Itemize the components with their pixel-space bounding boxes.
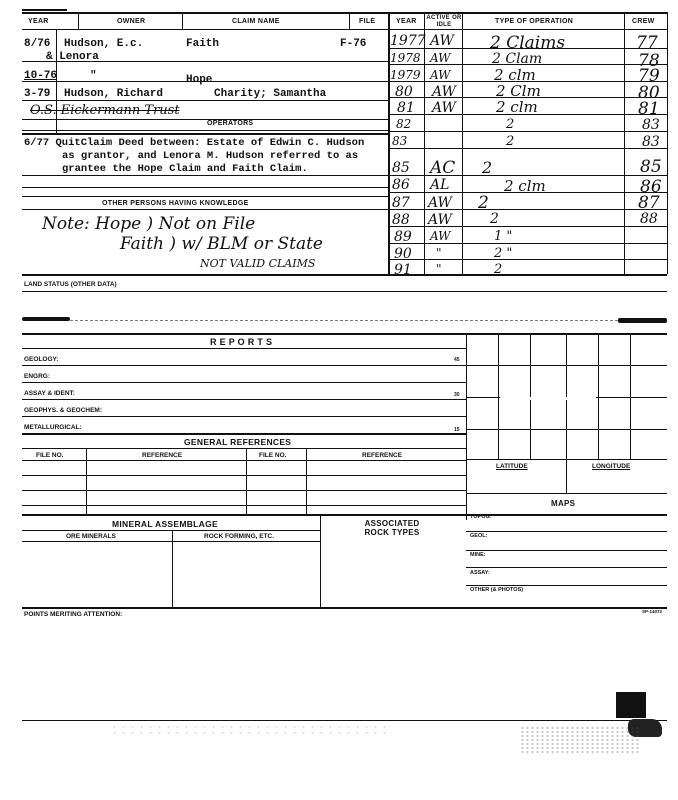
ops-row-9-crew: 86: [640, 177, 662, 197]
report-row-geology-num: 45: [454, 357, 460, 363]
ops-row-12-status: AW: [430, 229, 451, 243]
owner-row-3-owner: ": [90, 70, 97, 82]
gen-ref-reference-2: REFERENCE: [362, 452, 403, 459]
header-claim-name: CLAIM NAME: [232, 18, 280, 25]
ops-row-11-type: 2: [490, 211, 499, 227]
report-row-metallurgical-num: 15: [454, 427, 460, 433]
form-number: SP-14072: [642, 609, 663, 614]
maps-row-mine: MINE:: [470, 552, 486, 558]
ops-row-1-year: 1977: [390, 33, 426, 49]
scan-artifact-block: [616, 692, 646, 718]
maps-row-assay: ASSAY:: [470, 570, 490, 576]
owner-row-2-owner: & Lenora: [46, 51, 99, 63]
ops-row-3-type: 2 clm: [494, 66, 536, 84]
header-year2: YEAR: [396, 18, 417, 25]
report-row-geophys: GEOPHYS. & GEOCHEM:: [24, 407, 103, 414]
owner-row-1-file: F-76: [340, 38, 367, 50]
ops-row-1-type: 2 Claims: [490, 33, 566, 53]
ops-row-5-crew: 81: [638, 99, 660, 119]
ops-row-4-type: 2 Clm: [496, 82, 541, 100]
ops-row-1-crew: 77: [636, 33, 658, 53]
gen-ref-file-no: FILE NO.: [36, 452, 64, 459]
owner-row-5-owner: O.S. Eickermann Trust: [30, 103, 180, 118]
ops-row-10-year: 87: [392, 195, 410, 211]
scan-smudge-right: [618, 318, 667, 323]
scan-smudge-left: [22, 317, 70, 321]
report-row-metallurgical: METALLURGICAL:: [24, 424, 82, 431]
report-row-geology: GEOLOGY:: [24, 356, 59, 363]
ops-row-10-status: AW: [428, 195, 452, 211]
ops-row-3-status: AW: [430, 68, 451, 82]
operator-note-line-1: 6/77 QuitClaim Deed between: Estate of Edwin C. Hudson: [24, 137, 365, 149]
associated-rock-types: ASSOCIATED ROCK TYPES: [364, 519, 420, 537]
ops-row-8-type: 2: [482, 158, 493, 177]
owner-row-4-year: 3-79: [24, 88, 51, 100]
header-owner: OWNER: [117, 18, 146, 25]
report-row-assay-num: 30: [454, 392, 460, 398]
ops-row-6-year: 82: [396, 117, 412, 131]
header-active-idle: ACTIVE OR IDLE: [426, 15, 462, 28]
ops-row-11-year: 88: [392, 212, 410, 228]
ops-row-6-type: 2: [506, 117, 515, 132]
maps-row-other: OTHER (& PHOTOS): [470, 587, 524, 593]
scan-artifact-speckle-2: [110, 724, 390, 736]
ops-row-5-status: AW: [432, 100, 456, 116]
header-file: FILE: [359, 18, 376, 25]
latitude-label: LATITUDE: [496, 463, 528, 470]
longitude-label: LONGITUDE: [592, 463, 631, 470]
ops-row-1-status: AW: [430, 33, 454, 49]
ops-row-6-crew: 83: [642, 117, 660, 133]
gen-ref-reference: REFERENCE: [142, 452, 183, 459]
ops-row-12-type: 1 ": [494, 229, 513, 244]
owner-row-3-year: 10-76: [24, 70, 58, 82]
ops-row-5-year: 81: [397, 100, 415, 116]
ops-row-9-year: 86: [392, 177, 410, 193]
ops-row-8-status: AC: [430, 158, 456, 178]
knowledge-note-line-2: Faith ) w/ BLM or State: [120, 234, 323, 254]
operator-note-line-3: grantee the Hope Claim and Faith Claim.: [62, 163, 308, 175]
owner-row-1-year: 8/76: [24, 38, 51, 50]
general-references-title: GENERAL REFERENCES: [184, 437, 292, 447]
owner-row-3-claim: Hope: [186, 74, 213, 86]
ops-row-8-crew: 85: [640, 157, 662, 177]
ops-row-14-year: 91: [394, 262, 412, 278]
ops-row-10-type: 2: [478, 193, 489, 213]
ops-row-7-year: 83: [392, 134, 408, 148]
ops-row-13-status: ": [436, 246, 442, 260]
owner-row-1-owner: Hudson, E.c.: [64, 38, 144, 50]
ops-row-3-crew: 79: [638, 66, 660, 86]
ops-row-3-year: 1979: [390, 68, 421, 82]
mineral-assemblage-title: MINERAL ASSEMBLAGE: [112, 519, 218, 529]
ops-row-8-year: 85: [392, 160, 410, 176]
ops-row-2-type: 2 Clam: [492, 51, 543, 67]
knowledge-label: OTHER PERSONS HAVING KNOWLEDGE: [102, 200, 249, 207]
header-crew: CREW: [632, 18, 655, 25]
knowledge-note-line-3: NOT VALID CLAIMS: [200, 257, 316, 270]
ops-row-2-crew: 78: [638, 51, 660, 71]
ore-minerals-label: ORE MINERALS: [66, 533, 116, 540]
ops-row-13-year: 90: [394, 246, 412, 262]
scan-artifact-speckle: [520, 726, 640, 754]
maps-row-geol: GEOL:: [470, 533, 488, 539]
report-row-assay: ASSAY & IDENT:: [24, 390, 75, 397]
rock-forming-label: ROCK FORMING, ETC.: [204, 533, 275, 540]
ops-row-11-status: AW: [428, 212, 452, 228]
ops-row-14-type: 2: [494, 262, 503, 277]
ops-row-4-status: AW: [432, 84, 456, 100]
ops-row-9-status: AL: [430, 177, 450, 193]
gen-ref-file-no-2: FILE NO.: [259, 452, 287, 459]
points-meriting-attention: POINTS MERITING ATTENTION:: [24, 611, 123, 618]
ops-row-2-year: 1978: [390, 51, 421, 65]
ops-row-2-status: AW: [430, 51, 451, 65]
owner-row-4-claim: Charity; Samantha: [214, 88, 327, 100]
maps-title: MAPS: [551, 499, 576, 508]
ops-row-4-crew: 80: [638, 83, 660, 103]
reports-title: R E P O R T S: [210, 337, 273, 347]
knowledge-note-line-1: Note: Hope ) Not on File: [42, 214, 256, 234]
ops-row-11-crew: 88: [640, 211, 658, 227]
ops-row-13-type: 2 ": [494, 246, 513, 261]
ops-row-10-crew: 87: [638, 193, 660, 213]
header-type-of-operation: TYPE OF OPERATION: [495, 18, 574, 25]
ops-row-5-type: 2 clm: [496, 98, 538, 116]
report-row-engrg: ENGRG:: [24, 373, 50, 380]
operator-note-line-2: as grantor, and Lenora M. Hudson referred to as: [62, 150, 359, 162]
owner-row-1-claim: Faith: [186, 38, 220, 50]
ops-row-14-status: ": [436, 262, 442, 276]
ops-row-9-type: 2 clm: [504, 177, 546, 195]
ops-row-4-year: 80: [395, 84, 413, 100]
header-year: YEAR: [28, 18, 49, 25]
land-status-label: LAND STATUS (OTHER DATA): [24, 281, 117, 288]
ops-row-7-crew: 83: [642, 134, 660, 150]
maps-row-topog: TOPOG:: [470, 514, 492, 520]
owner-row-4-owner: Hudson, Richard: [64, 88, 164, 100]
ops-row-12-year: 89: [394, 229, 412, 245]
ops-row-7-type: 2: [506, 134, 515, 149]
operators-label: OPERATORS: [207, 120, 254, 127]
